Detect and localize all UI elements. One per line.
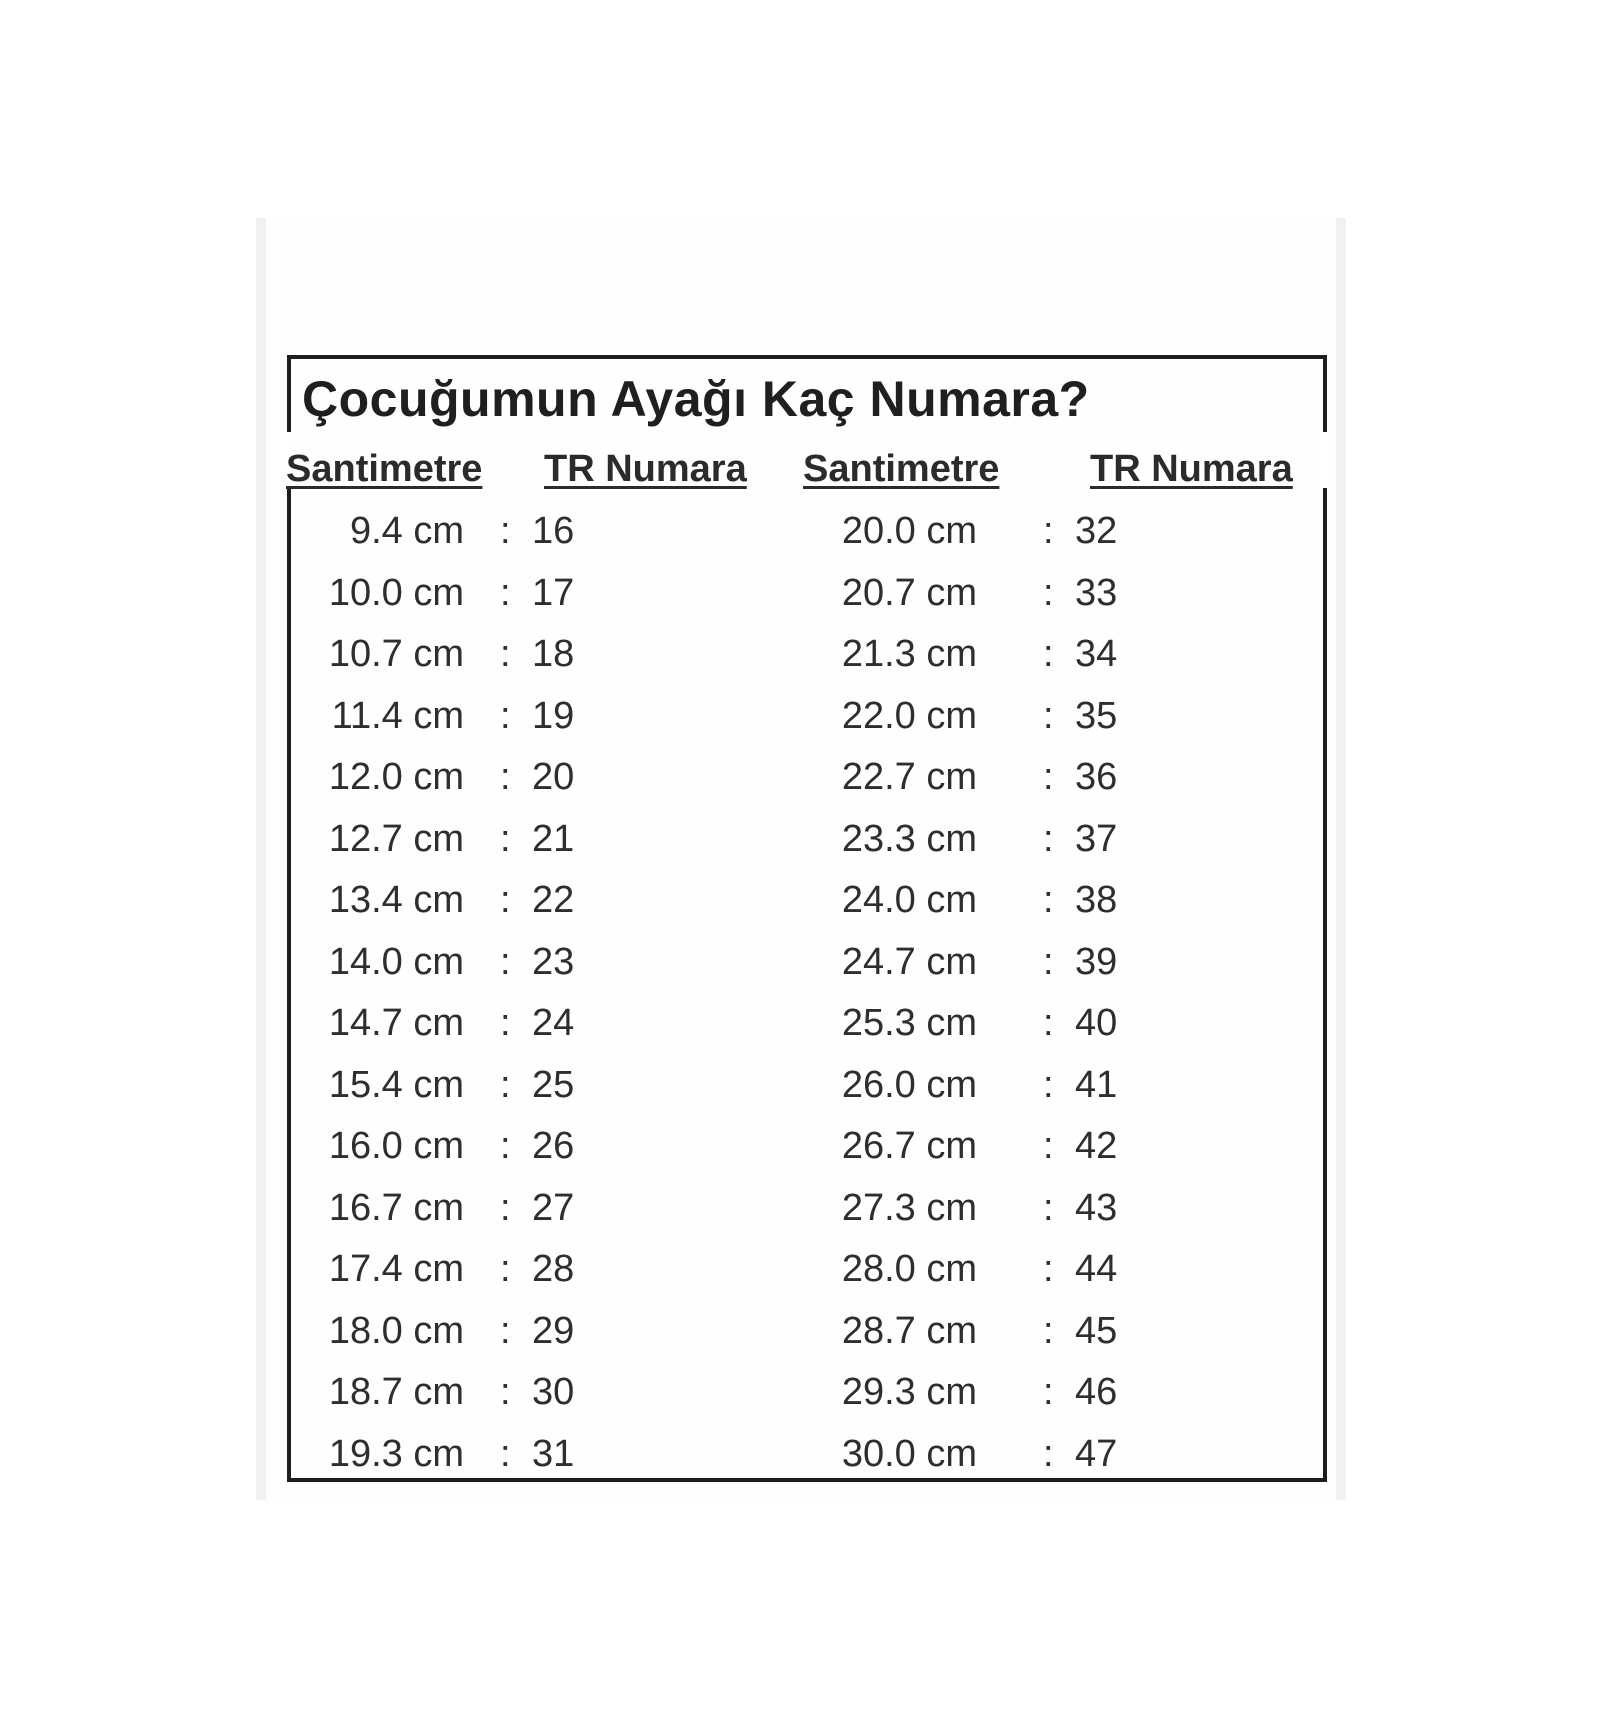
cm-value-right: 23.3 cm (841, 817, 977, 860)
separator-left: : (500, 1248, 511, 1290)
separator-right: : (1043, 571, 1054, 614)
cm-value-left: 16.0 cm (328, 1125, 464, 1167)
cm-value-right: 26.7 cm (841, 1125, 977, 1167)
tr-size-right: 44 (1075, 1248, 1118, 1290)
cm-value-left: 19.3 cm (328, 1432, 464, 1475)
tr-size-left: 28 (532, 1248, 575, 1290)
separator-left: : (500, 633, 511, 675)
cm-value-right: 30.0 cm (841, 1432, 977, 1475)
cm-value-left: 11.4 cm (331, 694, 464, 737)
separator-right: : (1043, 879, 1054, 921)
tr-size-left: 27 (532, 1186, 575, 1229)
tr-size-right: 37 (1075, 817, 1118, 860)
table-row (0, 1244, 1603, 1306)
cm-value-right: 25.3 cm (841, 1002, 977, 1044)
cm-value-right: 24.0 cm (841, 879, 977, 921)
tr-size-right: 47 (1075, 1432, 1118, 1475)
separator-left: : (500, 940, 511, 983)
border-gap-right (1318, 432, 1332, 488)
tr-size-right: 39 (1075, 940, 1118, 983)
table-row (0, 814, 1603, 876)
separator-right: : (1043, 817, 1054, 860)
cm-value-right: 20.0 cm (841, 510, 977, 552)
tr-size-left: 22 (532, 879, 575, 921)
cm-value-right: 27.3 cm (841, 1186, 977, 1229)
tr-size-left: 31 (532, 1432, 575, 1475)
size-table-rows (0, 506, 1603, 1490)
separator-right: : (1043, 510, 1054, 552)
table-row (0, 937, 1603, 999)
separator-right: : (1043, 1432, 1054, 1475)
cm-value-left: 12.7 cm (328, 817, 464, 860)
table-row (0, 506, 1603, 568)
tr-size-left: 26 (532, 1125, 575, 1167)
table-row (0, 1121, 1603, 1183)
separator-right: : (1043, 1309, 1054, 1352)
tr-size-left: 24 (532, 1002, 575, 1044)
tr-size-right: 45 (1075, 1309, 1118, 1352)
cm-value-left: 13.4 cm (328, 879, 464, 921)
cm-value-right: 21.3 cm (841, 633, 977, 675)
cm-value-left: 15.4 cm (328, 1063, 464, 1106)
table-row (0, 568, 1603, 630)
separator-right: : (1043, 1125, 1054, 1167)
page-title: Çocuğumun Ayağı Kaç Numara? (302, 371, 1090, 427)
tr-size-right: 33 (1075, 571, 1118, 614)
separator-left: : (500, 1371, 511, 1413)
table-row (0, 752, 1603, 814)
cm-value-left: 10.0 cm (328, 571, 464, 614)
cm-value-left: 10.7 cm (328, 633, 464, 675)
separator-left: : (500, 1309, 511, 1352)
tr-size-left: 30 (532, 1371, 575, 1413)
cm-value-left: 12.0 cm (328, 756, 464, 798)
table-row (0, 998, 1603, 1060)
cm-value-left: 18.0 cm (328, 1309, 464, 1352)
tr-size-right: 43 (1075, 1186, 1118, 1229)
tr-size-left: 18 (532, 633, 575, 675)
tr-size-right: 35 (1075, 694, 1118, 737)
table-row (0, 1060, 1603, 1122)
cm-value-left: 14.0 cm (328, 940, 464, 983)
tr-size-left: 21 (532, 817, 575, 860)
separator-right: : (1043, 1186, 1054, 1229)
separator-left: : (500, 756, 511, 798)
cm-value-right: 24.7 cm (841, 940, 977, 983)
tr-size-right: 32 (1075, 510, 1118, 552)
cm-value-left: 16.7 cm (328, 1186, 464, 1229)
tr-size-left: 16 (532, 510, 575, 552)
table-row (0, 1429, 1603, 1491)
table-row (0, 1306, 1603, 1368)
cm-value-right: 22.0 cm (841, 694, 977, 737)
tr-size-left: 25 (532, 1063, 575, 1106)
tr-size-right: 36 (1075, 756, 1118, 798)
separator-left: : (500, 510, 511, 552)
cm-value-left: 17.4 cm (328, 1248, 464, 1290)
separator-right: : (1043, 1002, 1054, 1044)
separator-right: : (1043, 1063, 1054, 1106)
tr-size-right: 42 (1075, 1125, 1118, 1167)
tr-size-right: 38 (1075, 879, 1118, 921)
cm-value-right: 28.0 cm (841, 1248, 977, 1290)
separator-left: : (500, 571, 511, 614)
header-tr-numara-left: TR Numara (544, 448, 747, 490)
tr-size-left: 19 (532, 694, 575, 737)
separator-right: : (1043, 940, 1054, 983)
cm-value-right: 20.7 cm (841, 571, 977, 614)
header-santimetre-left: Santimetre (286, 448, 483, 490)
separator-right: : (1043, 694, 1054, 737)
separator-right: : (1043, 633, 1054, 675)
header-santimetre-right: Santimetre (803, 448, 1000, 490)
table-row (0, 1367, 1603, 1429)
cm-value-left: 14.7 cm (328, 1002, 464, 1044)
cm-value-right: 29.3 cm (841, 1371, 977, 1413)
separator-right: : (1043, 1248, 1054, 1290)
cm-value-left: 9.4 cm (349, 510, 464, 552)
separator-left: : (500, 1002, 511, 1044)
separator-left: : (500, 1186, 511, 1229)
tr-size-left: 29 (532, 1309, 575, 1352)
separator-left: : (500, 879, 511, 921)
tr-size-right: 34 (1075, 633, 1118, 675)
tr-size-right: 41 (1075, 1063, 1118, 1106)
table-row (0, 875, 1603, 937)
cm-value-right: 26.0 cm (841, 1063, 977, 1106)
cm-value-right: 22.7 cm (841, 756, 977, 798)
separator-right: : (1043, 1371, 1054, 1413)
header-tr-numara-right: TR Numara (1090, 448, 1293, 490)
tr-size-left: 20 (532, 756, 575, 798)
tr-size-left: 17 (532, 571, 575, 614)
separator-left: : (500, 1125, 511, 1167)
cm-value-left: 18.7 cm (328, 1371, 464, 1413)
table-row (0, 1183, 1603, 1245)
tr-size-right: 40 (1075, 1002, 1118, 1044)
tr-size-left: 23 (532, 940, 575, 983)
tr-size-right: 46 (1075, 1371, 1118, 1413)
table-row (0, 629, 1603, 691)
separator-left: : (500, 817, 511, 860)
separator-left: : (500, 1063, 511, 1106)
cm-value-right: 28.7 cm (841, 1309, 977, 1352)
separator-left: : (500, 1432, 511, 1475)
separator-right: : (1043, 756, 1054, 798)
table-row (0, 691, 1603, 753)
separator-left: : (500, 694, 511, 737)
